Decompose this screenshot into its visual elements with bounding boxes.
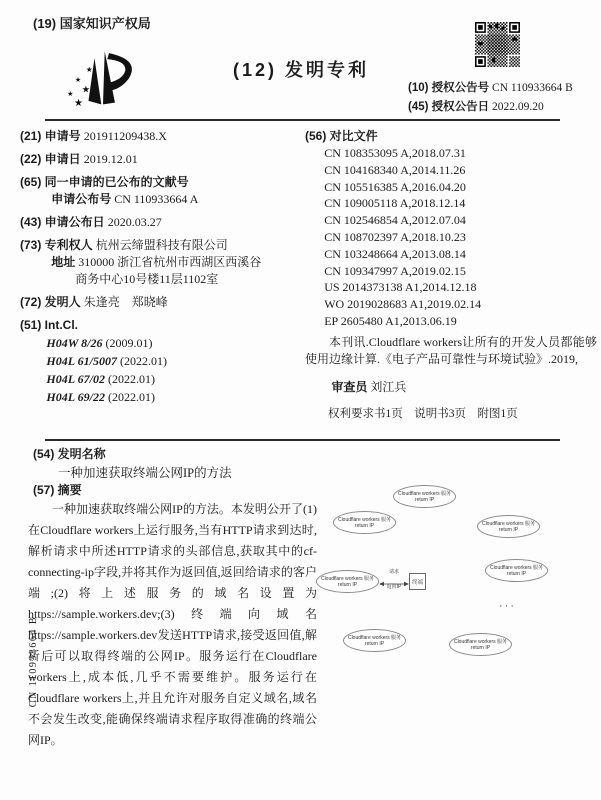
publication-date-row [20, 214, 308, 231]
arrow-return-label: 返回IP [386, 584, 402, 590]
citation: CN 109347997 A,2019.02.15 [324, 263, 466, 278]
intcl-label: (51) Int.Cl. [20, 318, 79, 332]
inventor-label: (72) 发明人 [20, 295, 81, 309]
worker-node: Cloudflare workers 服务 return IP [333, 511, 396, 534]
intcl-entry: H04L 61/5007 (2022.01) [46, 354, 167, 368]
abstract-text: 一种加速获取终端公网IP的方法。本发明公开了(1)在Cloudflare workers上运行服务,当有HTTP请求到达时,解析请求中所述HTTP请求的头部信息,获取其中的cf-connecting-ip字段,并将其作为返回值,返回给请求的客户端;(2)将上述服务的域名设置为https://sample.workers.dev;(3)终端向域名https://sample.workers.dev发送HTTP请求,接受返回值,解析后可以取得终端的公网IP。服务运行在Cloudflare workers上,成本低,几乎不需要维护。服务运行在Cloudflare workers上,并且允许对服务自定义域名,域名不会发生改变,能确保终端请求程序取得准确的终端公网IP。 [28, 502, 317, 747]
citation: CN 104168340 A,2014.11.26 [324, 162, 466, 177]
citation: CN 105516385 A,2016.04.20 [324, 179, 466, 194]
abstract-section-label: (57) 摘要 [33, 483, 82, 497]
pages-note: 权利要求书1页 说明书3页 附图1页 [328, 407, 518, 420]
patentee-address-line1: 地址 310000 浙江省杭州市西湖区西溪谷 [51, 255, 262, 269]
patentee-row [20, 237, 308, 288]
patentee-address-line2: 商务中心10号楼11层1102室 [75, 272, 219, 286]
document-type-title: (12) 发明专利 [233, 60, 370, 80]
worker-node: Cloudflare workers 服务 return IP [316, 570, 379, 593]
title-section-label: (54) 发明名称 [33, 447, 106, 461]
grant-date-value: 2022.09.20 [492, 101, 544, 113]
worker-node: Cloudflare workers 服务 return IP [343, 629, 406, 652]
svg-text:★: ★ [67, 90, 74, 98]
examiner-name: 刘江兵 [370, 379, 407, 394]
patentee-label: (73) 专利权人 [20, 238, 93, 252]
citation: CN 103248664 A,2013.08.14 [324, 246, 466, 261]
application-date-row [20, 151, 308, 168]
grant-number-label: (10) 授权公告号 [408, 82, 490, 94]
svg-text:★: ★ [85, 64, 93, 74]
abstract-figure [316, 470, 597, 705]
publication-date-value: 2020.03.27 [107, 215, 162, 229]
intcl-section [20, 317, 308, 406]
intcl-entry: H04W 8/26 (2009.01) [46, 336, 153, 350]
citation: CN 102546854 A,2012.07.04 [324, 213, 466, 228]
application-number-value: 201911209438.X [83, 129, 167, 143]
citation: EP 2605480 A1,2013.06.19 [324, 313, 457, 328]
svg-text:★: ★ [81, 85, 91, 96]
non-patent-literature: 本刊讯.Cloudflare workers让所有的开发人员都能够使用边缘计算.《电子产品可靠性与环境试验》.2019, [305, 334, 597, 367]
grant-number-value: CN 110933664 B [492, 82, 573, 94]
publication-info [408, 80, 593, 115]
grant-date-row [408, 99, 593, 115]
worker-node: Cloudflare workers 服务 return IP [485, 559, 548, 582]
intcl-entry: H04L 67/02 (2022.01) [46, 372, 155, 386]
svg-text:★: ★ [73, 98, 84, 110]
worker-node: Cloudflare workers 服务 return IP [449, 633, 512, 656]
worker-node: Cloudflare workers 服务 return IP [393, 485, 456, 508]
application-date-value: 2019.12.01 [83, 152, 138, 166]
body-divider [45, 439, 560, 441]
publication-date-label: (43) 申请公布日 [20, 215, 105, 229]
worker-node: Cloudflare workers 服务 return IP [477, 515, 540, 538]
prior-publication-row [20, 174, 308, 208]
qr-code-icon [475, 22, 520, 67]
issuing-office: (19) 国家知识产权局 [33, 16, 151, 31]
grant-number-row [408, 80, 593, 96]
prior-publication-number: 申请公布号 CN 110933664 A [51, 192, 199, 206]
inventor-row [20, 294, 308, 311]
citation: CN 109005118 A,2018.12.14 [324, 196, 466, 211]
application-number-row [20, 128, 308, 145]
examiner-row [305, 379, 597, 396]
patentee-value: 杭州云缔盟科技有限公司 [95, 238, 228, 252]
grant-date-label: (45) 授权公告日 [408, 101, 490, 113]
svg-text:★: ★ [74, 77, 81, 85]
application-number-label: (21) 申请号 [20, 129, 81, 143]
prior-publication-label: (65) 同一申请的已公布的文献号 [20, 175, 189, 189]
intcl-entry: H04L 69/22 (2022.01) [46, 390, 155, 404]
ellipsis-more-nodes: ··· [499, 600, 516, 612]
invention-title: 一种加速获取终端公网IP的方法 [58, 466, 232, 480]
side-document-code: CN 110933664 B [28, 616, 39, 708]
citations-label: (56) 对比文件 [305, 129, 378, 143]
biblio-right-column [305, 128, 597, 423]
examiner-label: 审查员 [331, 379, 368, 394]
citation: US 2014373138 A1,2014.12.18 [324, 280, 477, 295]
header-divider [45, 119, 560, 121]
citation: CN 108702397 A,2018.10.23 [324, 229, 466, 244]
arrow-request-label: 请求 [388, 569, 399, 575]
citation: WO 2019028683 A1,2019.02.14 [324, 297, 482, 312]
citation: CN 108353095 A,2018.07.31 [324, 146, 466, 160]
biblio-left-column [20, 128, 308, 406]
inventor-names: 朱逢亮 郑晓峰 [83, 295, 168, 309]
terminal-node: 终端 [409, 573, 426, 590]
cnipa-logo-icon [60, 48, 146, 118]
application-date-label: (22) 申请日 [20, 152, 81, 166]
